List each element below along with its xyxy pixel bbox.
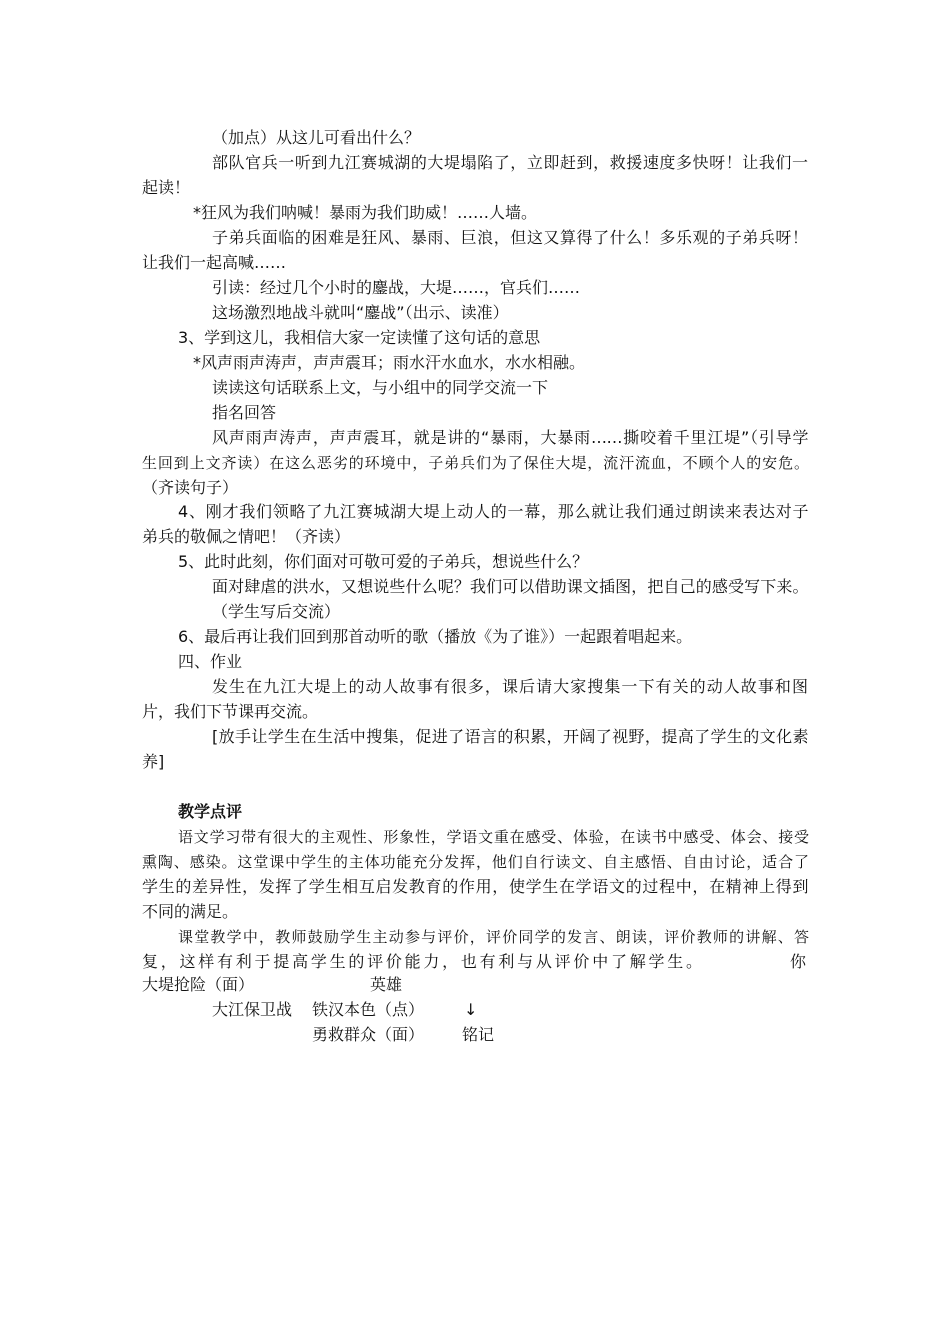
text-line-31: 课堂教学中，教师鼓励学生主动参与评价，评价同学的发言、朗读，评价教师的讲解、答 [178,928,808,946]
text-line-27: 语文学习带有很大的主观性、形象性，学语文重在感受、体验，在读书中感受、体会、接受 [178,828,808,846]
text-line-24: 片，我们下节课再交流。 [142,702,319,721]
text-line-17: 弟兵的敬佩之情吧！（齐读） [142,527,351,546]
text-line-8: 这场激烈地战斗就叫“鏖战”（出示、读准） [212,303,509,322]
text-line-6: 让我们一起高喊…… [142,253,287,272]
text-line-33: 你 [790,952,807,971]
text-line-23: 发生在九江大堤上的动人故事有很多，课后请大家搜集一下有关的动人故事和图 [212,677,808,696]
text-line-19: 面对肆虐的洪水，又想说些什么呢？我们可以借助课文插图，把自己的感受写下来。 [212,577,808,596]
section-heading: 教学点评 [178,802,243,821]
text-line-25: [放手让学生在生活中搜集，促进了语言的积累，开阔了视野，提高了学生的文化素 [212,727,808,746]
diagram-item-save-people: 勇救群众（面） [312,1025,425,1044]
diagram-item-hero: 英雄 [370,975,403,994]
text-line-28: 熏陶、感染。这堂课中学生的主体功能充分发挥，他们自行读文、自主感悟、自由讨论，适合了 [142,853,808,871]
text-line-1: （加点）从这儿可看出什么？ [212,128,421,147]
text-line-14: 生回到上文齐读）在这么恶劣的环境中，子弟兵们为了保住大堤，流汗流血，不顾个人的安危。 [142,454,808,472]
text-line-15: （齐读句子） [142,478,239,497]
diagram-item-battle: 大江保卫战 [212,1000,293,1019]
text-line-20: （学生写后交流） [212,602,341,621]
diagram-item-remember: 铭记 [462,1025,495,1044]
text-line-4: *狂风为我们呐喊！暴雨为我们助威！……人墙。 [193,203,538,222]
text-line-3: 起读！ [142,178,191,197]
text-line-32: 复，这样有利于提高学生的评价能力，也有利与从评价中了解学生。 [142,952,702,971]
text-line-13: 风声雨声涛声，声声震耳，就是讲的“暴雨，大暴雨……撕咬着千里江堤”（引导学 [212,428,808,447]
down-arrow-icon: ↓ [464,1000,478,1019]
text-line-16: 4、刚才我们领略了九江赛城湖大堤上动人的一幕，那么就让我们通过朗读来表达对子 [178,502,808,521]
text-line-22: 四、作业 [178,652,243,671]
text-line-10: *风声雨声涛声，声声震耳；雨水汗水血水，水水相融。 [193,353,586,372]
text-line-12: 指名回答 [212,403,277,422]
text-line-30: 不同的满足。 [142,902,239,921]
text-line-18: 5、此时此刻，你们面对可敬可爱的子弟兵，想说些什么？ [178,552,589,571]
text-line-9: 3、学到这儿，我相信大家一定读懂了这句话的意思 [178,328,541,347]
text-line-26: 养] [142,752,165,771]
text-line-7: 引读：经过几个小时的鏖战，大堤……，官兵们…… [212,278,581,297]
diagram-item-iron-man: 铁汉本色（点） [312,1000,425,1019]
text-line-29: 学生的差异性，发挥了学生相互启发教育的作用，使学生在学语文的过程中，在精神上得到 [142,877,808,896]
text-line-11: 读读这句话联系上文，与小组中的同学交流一下 [212,378,549,397]
text-line-21: 6、最后再让我们回到那首动听的歌（播放《为了谁》）一起跟着唱起来。 [178,627,693,646]
text-line-5: 子弟兵面临的困难是狂风、暴雨、巨浪，但这又算得了什么！多乐观的子弟兵呀！ [212,228,808,247]
text-line-2: 部队官兵一听到九江赛城湖的大堤塌陷了，立即赶到，救援速度多快呀！让我们一 [212,153,808,172]
diagram-item-rescue: 大堤抢险（面） [142,975,255,994]
